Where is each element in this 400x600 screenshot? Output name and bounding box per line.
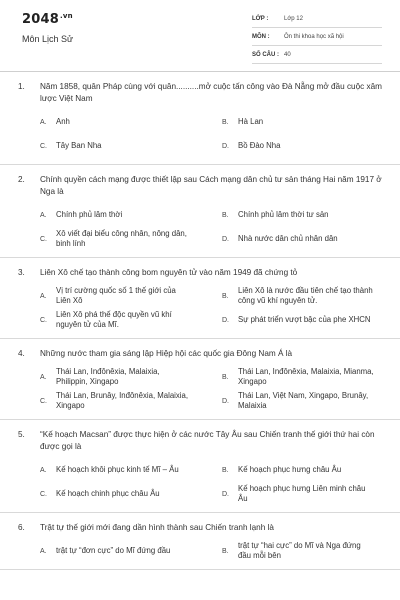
logo-text: 2048	[22, 12, 59, 27]
option-text: Kế hoạch chinh phục châu Âu	[56, 488, 160, 498]
option-letter: B.	[222, 211, 229, 219]
answer-option[interactable]	[200, 365, 382, 389]
answer-options	[18, 284, 382, 332]
meta-grade	[252, 10, 382, 28]
option-text: Hà Lan	[238, 116, 264, 126]
answer-options	[18, 365, 382, 413]
option-text: Anh	[56, 116, 70, 126]
option-text: Sự phát triển vượt bậc của phe XHCN	[238, 314, 371, 324]
option-letter: B.	[222, 292, 229, 300]
answer-option[interactable]	[18, 389, 200, 413]
option-letter: A.	[40, 466, 47, 474]
answer-option[interactable]	[200, 458, 382, 482]
option-text: Thái Lan, Inđônêxia, Malaixia, Philippin, Xingapo	[56, 366, 160, 386]
question-number: 6.	[18, 523, 25, 532]
question-item	[0, 72, 400, 165]
meta-value: Lớp 12	[284, 16, 303, 22]
option-letter: C.	[40, 490, 47, 498]
option-text: Kế hoạch phục hưng châu Âu	[238, 464, 342, 474]
answer-option[interactable]	[200, 134, 382, 158]
answer-option[interactable]	[18, 482, 200, 506]
option-letter: B.	[222, 466, 229, 474]
option-letter: C.	[40, 142, 47, 150]
answer-option[interactable]	[18, 458, 200, 482]
answer-options	[18, 110, 382, 158]
answer-option[interactable]	[18, 110, 200, 134]
exam-meta	[252, 10, 382, 64]
answer-option[interactable]	[18, 308, 200, 332]
question-text: Năm 1858, quân Pháp cùng với quân..........mở cuộc tấn công vào Đà Nẵng mở đầu cuộc xâm lược Việt Nam	[40, 82, 382, 103]
option-letter: A.	[40, 211, 47, 219]
question-text: Trật tự thế giới mới đang dần hình thành sau Chiến tranh lạnh là	[40, 523, 274, 532]
option-letter: C.	[40, 397, 47, 405]
option-text: Kế hoạch phục hưng Liên minh châu Âu	[238, 483, 366, 503]
subject-title: Môn Lịch Sử	[22, 34, 74, 44]
option-text: Liên Xô phá thế độc quyền vũ khí nguyên tử của Mĩ.	[56, 309, 172, 329]
option-text: Liên Xô là nước đầu tiên chế tạo thành công vũ khí nguyên tử.	[238, 285, 373, 305]
answer-option[interactable]	[200, 203, 382, 227]
question-item	[0, 420, 400, 513]
meta-key: MÔN :	[252, 34, 270, 40]
meta-subject	[252, 28, 382, 46]
option-text: Xô viết đại biểu công nhân, nông dân, binh lính	[56, 228, 187, 248]
answer-option[interactable]	[200, 308, 382, 332]
question-text: Chính quyền cách mạng được thiết lập sau Cách mạng dân chủ tư sản tháng Hai năm 1917 ở Nga là	[40, 175, 382, 196]
question-item	[0, 258, 400, 339]
question-header	[18, 522, 382, 534]
site-logo[interactable]	[22, 12, 73, 27]
question-number: 3.	[18, 268, 25, 277]
option-letter: D.	[222, 235, 229, 243]
answer-option[interactable]	[18, 365, 200, 389]
option-letter: C.	[40, 235, 47, 243]
option-letter: A.	[40, 118, 47, 126]
option-letter: A.	[40, 547, 47, 555]
answer-option[interactable]	[200, 227, 382, 251]
question-number: 1.	[18, 82, 25, 91]
question-number: 2.	[18, 175, 25, 184]
answer-option[interactable]	[200, 389, 382, 413]
answer-option[interactable]	[200, 284, 382, 308]
question-header	[18, 81, 382, 105]
meta-key: LỚP :	[252, 16, 269, 22]
answer-option[interactable]	[200, 482, 382, 506]
option-text: Chính phủ lâm thời	[56, 209, 123, 219]
option-text: trật tự “đơn cực” do Mĩ đứng đầu	[56, 545, 171, 555]
option-letter: D.	[222, 490, 229, 498]
answer-options	[18, 539, 382, 563]
option-text: Thái Lan, Việt Nam, Xingapo, Brunây, Malaixia	[238, 390, 369, 410]
option-text: Nhà nước dân chủ nhân dân	[238, 233, 338, 243]
answer-option[interactable]	[18, 227, 200, 251]
answer-option[interactable]	[18, 203, 200, 227]
question-header	[18, 267, 382, 279]
option-letter: B.	[222, 547, 229, 555]
question-text: “Kế hoạch Macsan” được thực hiện ở các nước Tây Âu sau Chiến tranh thế giới thứ hai còn được gọi là	[40, 430, 375, 451]
answer-option[interactable]	[18, 134, 200, 158]
question-number: 5.	[18, 430, 25, 439]
question-list	[0, 72, 400, 570]
question-text: Những nước tham gia sáng lập Hiệp hội các quốc gia Đông Nam Á là	[40, 349, 293, 358]
option-text: Thái Lan, Brunây, Inđônêxia, Malaixia, Xingapo	[56, 390, 189, 410]
option-text: Kế hoạch khôi phục kinh tế Mĩ – Âu	[56, 464, 179, 474]
answer-options	[18, 203, 382, 251]
meta-key: SỐ CÂU :	[252, 52, 279, 58]
option-text: Vị trí cường quốc số 1 thế giới của Liên Xô	[56, 285, 176, 305]
question-item	[0, 339, 400, 420]
option-letter: A.	[40, 292, 47, 300]
question-header	[18, 174, 382, 198]
option-letter: B.	[222, 373, 229, 381]
option-letter: C.	[40, 316, 47, 324]
question-text: Liên Xô chế tạo thành công bom nguyên tử vào năm 1949 đã chứng tỏ	[40, 268, 298, 277]
page-header	[0, 0, 400, 72]
option-letter: D.	[222, 397, 229, 405]
option-text: Thái Lan, Inđônêxia, Malaixia, Mianma, Xingapo	[238, 366, 374, 386]
answer-option[interactable]	[200, 539, 382, 563]
answer-options	[18, 458, 382, 506]
option-letter: D.	[222, 142, 229, 150]
question-header	[18, 348, 382, 360]
logo-suffix: .vn	[59, 12, 73, 20]
answer-option[interactable]	[200, 110, 382, 134]
question-item	[0, 513, 400, 570]
question-number: 4.	[18, 349, 25, 358]
meta-question-count	[252, 46, 382, 64]
meta-value: 40	[284, 52, 291, 58]
option-text: Tây Ban Nha	[56, 140, 102, 150]
question-item	[0, 165, 400, 258]
meta-value: Ôn thi khoa học xã hội	[284, 34, 344, 40]
option-text: Bồ Đào Nha	[238, 140, 281, 150]
option-text: trật tự “hai cực” do Mĩ và Nga đứng đầu mỗi bên	[238, 540, 361, 560]
option-letter: A.	[40, 373, 47, 381]
option-letter: D.	[222, 316, 229, 324]
answer-option[interactable]	[18, 539, 200, 563]
question-header	[18, 429, 382, 453]
option-text: Chính phủ lâm thời tư sản	[238, 209, 329, 219]
option-letter: B.	[222, 118, 229, 126]
answer-option[interactable]	[18, 284, 200, 308]
